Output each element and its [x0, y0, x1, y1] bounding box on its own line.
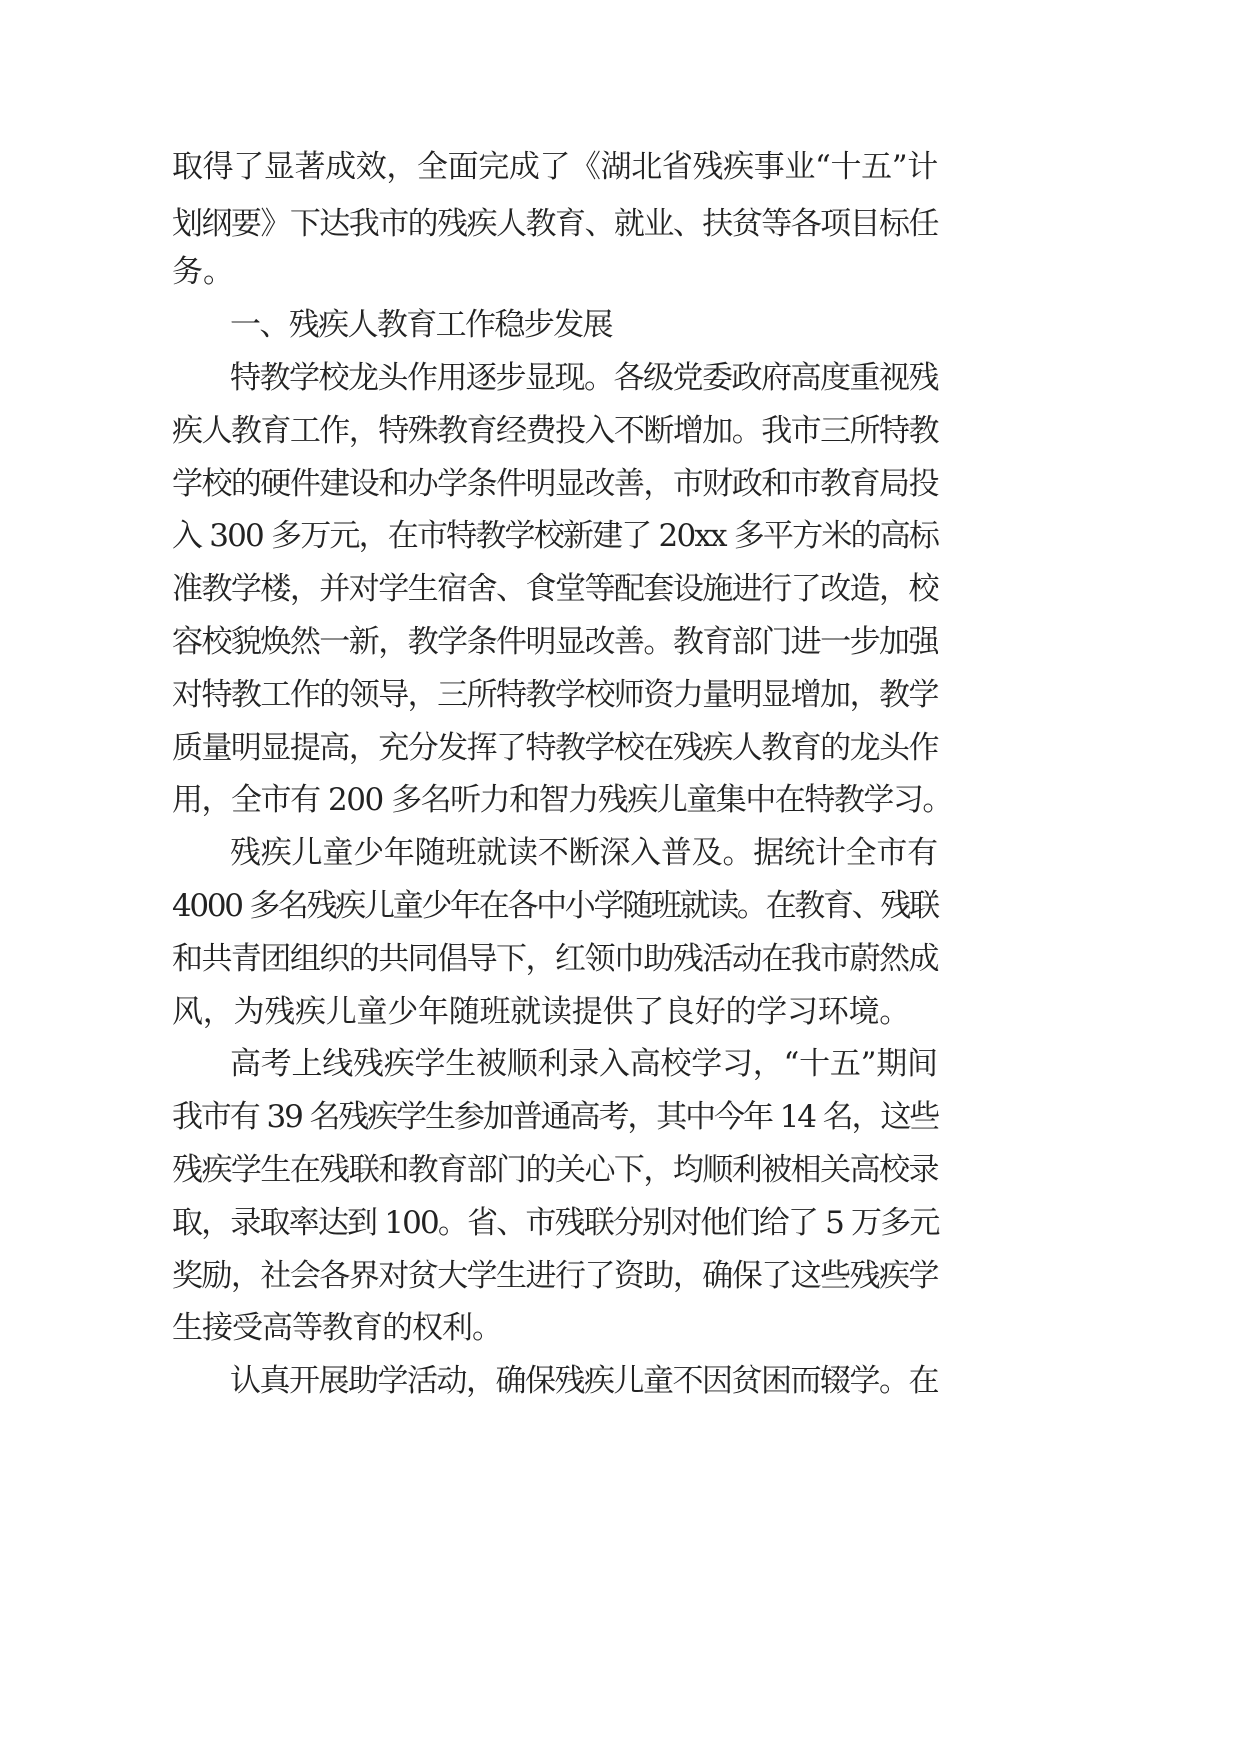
text-line: 我市有 39 名残疾学生参加普通高考，其中今年 14 名，这些	[172, 1099, 939, 1135]
text-line: 奖励，社会各界对贫大学生进行了资助，确保了这些残疾学	[172, 1258, 938, 1294]
text-line: 用，全市有 200 多名听力和智力残疾儿童集中在特教学习。	[172, 782, 952, 818]
text-line: 准教学楼，并对学生宿舍、食堂等配套设施进行了改造，校	[172, 571, 938, 607]
text-line: 取得了显著成效，全面完成了《湖北省残疾事业“十五”计	[172, 149, 938, 185]
text-line: 对特教工作的领导，三所特教学校师资力量明显增加，教学	[172, 677, 938, 713]
text-line: 高考上线残疾学生被顺利录入高校学习，“十五”期间	[230, 1046, 938, 1082]
text-line: 取，录取率达到 100。省、市残联分别对他们给了 5 万多元	[172, 1205, 939, 1241]
text-line: 4000 多名残疾儿童少年在各中小学随班就读。在教育、残联	[172, 888, 938, 924]
section-heading: 一、残疾人教育工作稳步发展	[230, 307, 612, 343]
text-line: 和共青团组织的共同倡导下，红领巾助残活动在我市蔚然成	[172, 941, 938, 977]
text-line: 质量明显提高，充分发挥了特教学校在残疾人教育的龙头作	[172, 730, 938, 766]
text-line: 疾人教育工作，特殊教育经费投入不断增加。我市三所特教	[172, 413, 938, 449]
text-line: 残疾学生在残联和教育部门的关心下，均顺利被相关高校录	[172, 1152, 938, 1188]
text-line: 务。	[172, 254, 234, 290]
text-line: 学校的硬件建设和办学条件明显改善，市财政和市教育局投	[172, 466, 938, 502]
text-line: 生接受高等教育的权利。	[172, 1310, 502, 1346]
text-line: 容校貌焕然一新，教学条件明显改善。教育部门进一步加强	[172, 624, 938, 660]
text-line: 划纲要》下达我市的残疾人教育、就业、扶贫等各项目标任	[172, 206, 938, 242]
text-line: 入 300 多万元，在市特教学校新建了 20xx 多平方米的高标	[172, 518, 939, 554]
text-line: 风，为残疾儿童少年随班就读提供了良好的学习环境。	[172, 994, 910, 1030]
text-line: 特教学校龙头作用逐步显现。各级党委政府高度重视残	[230, 360, 938, 396]
text-line: 残疾儿童少年随班就读不断深入普及。据统计全市有	[230, 835, 938, 871]
text-line: 认真开展助学活动，确保残疾儿童不因贫困而辍学。在	[230, 1363, 938, 1399]
